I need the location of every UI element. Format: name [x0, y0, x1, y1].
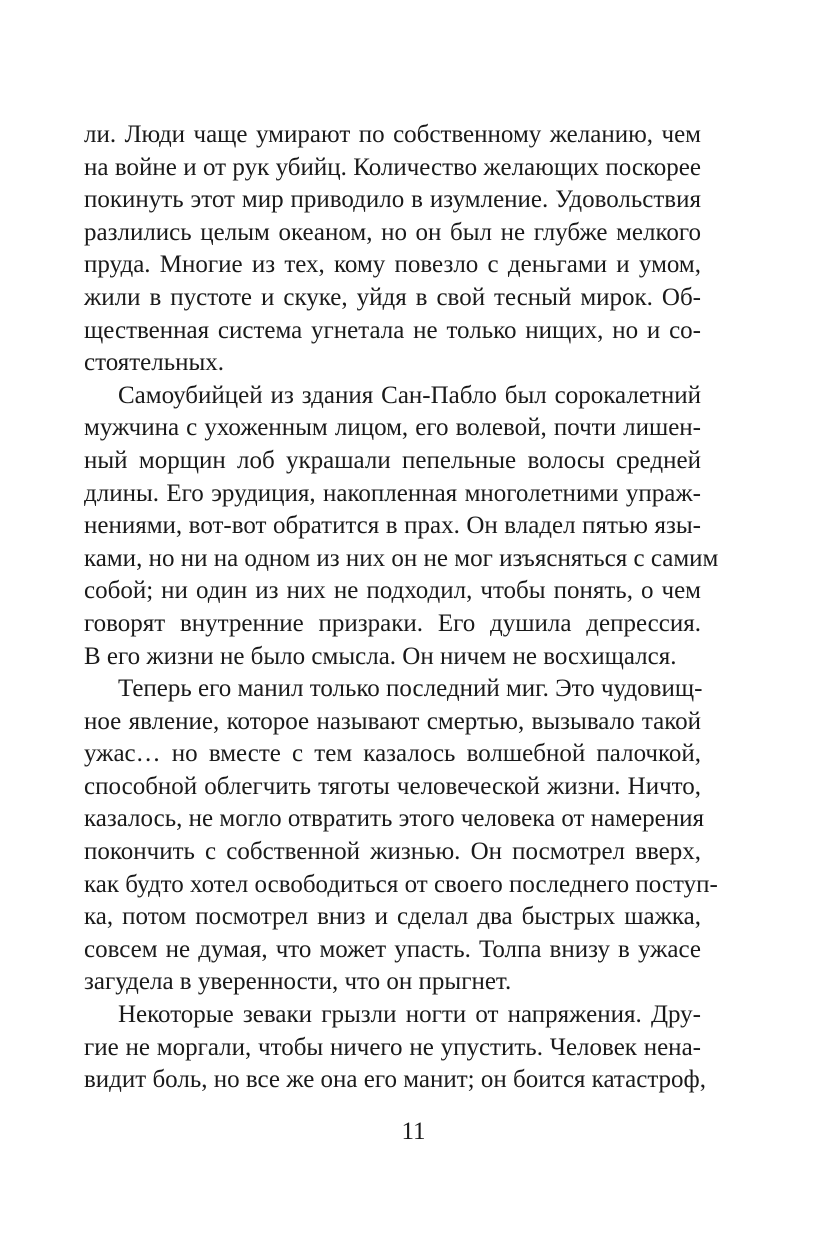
- text-line: В его жизни не было смысла. Он ничем не восхищался.: [84, 642, 677, 670]
- text-line: ка, потом посмотрел вниз и сделал два быстрых шажка,: [84, 903, 701, 931]
- body-text: [84, 119, 719, 1097]
- text-line: совсем не думая, что может упасть. Толпа внизу в ужасе: [84, 935, 701, 963]
- text-line: казалось, не могло отвратить этого человека от намерения: [84, 805, 704, 833]
- text-line: Теперь его манил только последний миг. Это чудовищ-: [118, 675, 703, 703]
- text-line: покончить с собственной жизнью. Он посмотрел вверх,: [84, 838, 701, 866]
- text-line: видит боль, но все же она его манит; он боится катастроф,: [84, 1066, 706, 1094]
- text-line: Самоубийцей из здания Сан-Пабло был сорокалетний: [118, 381, 701, 409]
- text-line: длины. Его эрудиция, накопленная многолетними упраж-: [84, 479, 701, 507]
- text-line: способной облегчить тяготы человеческой жизни. Ничто,: [84, 772, 701, 800]
- text-line: загудела в уверенности, что он прыгнет.: [84, 968, 512, 996]
- text-line: ный морщин лоб украшали пепельные волосы средней: [84, 446, 701, 474]
- text-line: Некоторые зеваки грызли ногти от напряжения. Дру-: [118, 1001, 701, 1029]
- text-line: стоятельных.: [84, 349, 225, 377]
- paragraph: [84, 380, 719, 673]
- text-line: гие не моргали, чтобы ничего не упустить. Человек нена-: [84, 1033, 701, 1061]
- paragraph: [84, 119, 701, 380]
- text-line: пруда. Многие из тех, кому повезло с деньгами и умом,: [84, 251, 701, 279]
- text-line: жили в пустоте и скуке, уйдя в свой тесный мирок. Об-: [84, 283, 701, 311]
- text-line: на войне и от рук убийц. Количество желающих поскорее: [84, 153, 701, 181]
- paragraph: [84, 999, 706, 1097]
- text-line: ное явление, которое называют смертью, вызывало такой: [84, 707, 701, 735]
- paragraph: [84, 673, 718, 999]
- text-line: покинуть этот мир приводило в изумление. Удовольствия: [84, 186, 701, 214]
- text-line: как будто хотел освободиться от своего последнего поступ-: [84, 870, 718, 898]
- text-line: ли. Люди чаще умирают по собственному желанию, чем: [84, 121, 701, 148]
- text-line: разлились целым океаном, но он был не глубже мелкого: [84, 218, 701, 246]
- text-line: ками, но ни на одном из них он не мог изъясняться с самим: [84, 544, 719, 572]
- text-line: нениями, вот-вот обратится в прах. Он владел пятью язы-: [84, 512, 701, 540]
- text-line: мужчина с ухоженным лицом, его волевой, почти лишен-: [84, 414, 701, 442]
- page-number: 11: [401, 1118, 426, 1145]
- text-line: щественная система угнетала не только нищих, но и со-: [84, 316, 701, 344]
- text-line: собой; ни один из них не подходил, чтобы понять, о чем: [84, 577, 701, 605]
- text-line: говорят внутренние призраки. Его душила депрессия.: [84, 609, 701, 637]
- text-line: ужас… но вместе с тем казалось волшебной палочкой,: [84, 740, 701, 768]
